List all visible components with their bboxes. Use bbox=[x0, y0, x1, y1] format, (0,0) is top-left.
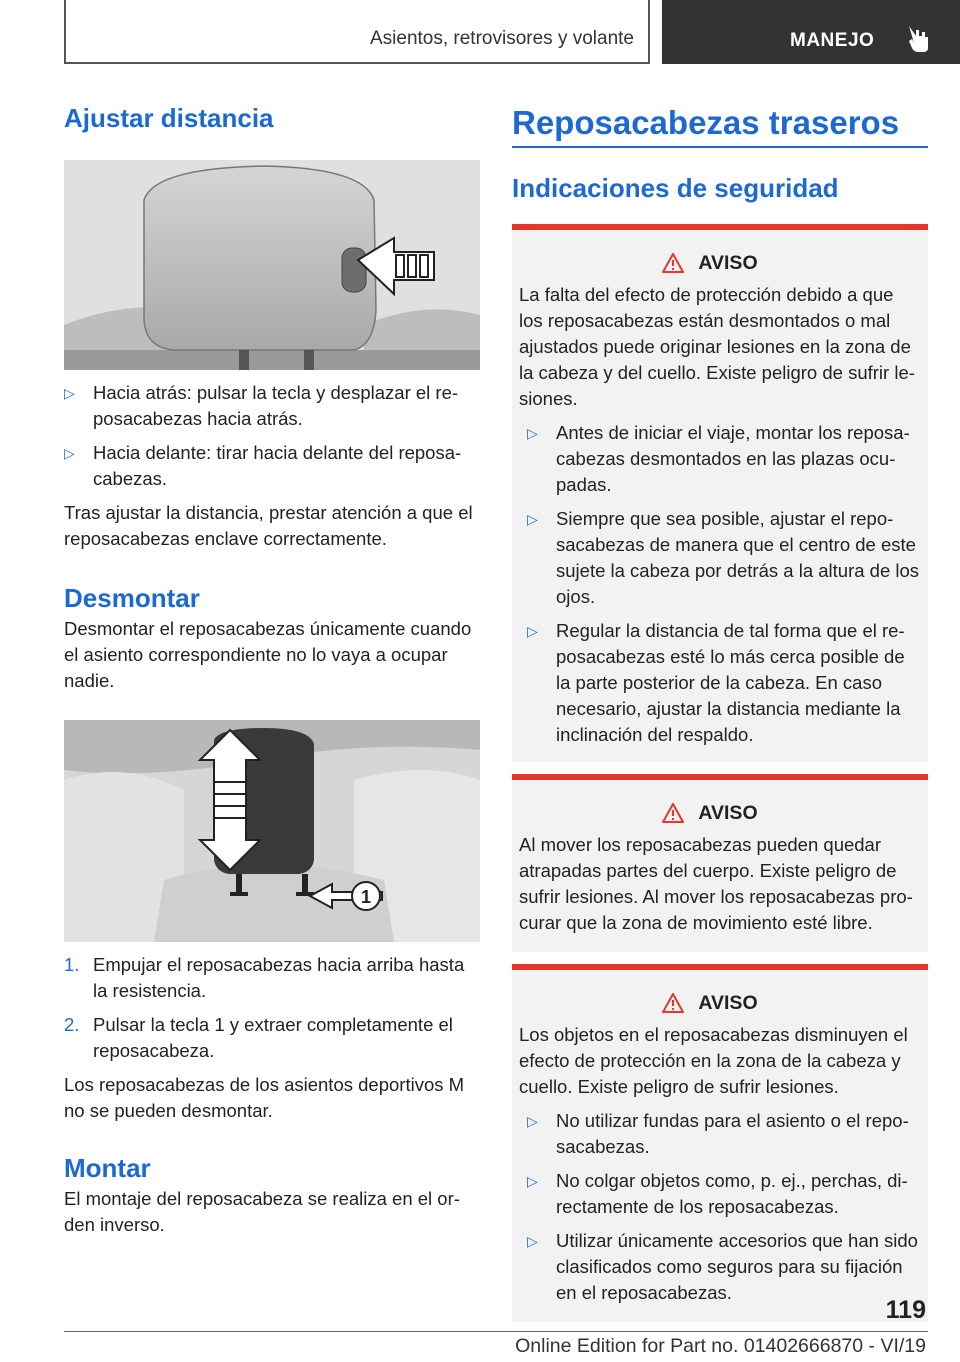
bullet-triangle-icon: ▷ bbox=[527, 1233, 538, 1249]
headrest-distance-illustration bbox=[64, 160, 480, 370]
header-chapter-tab[interactable] bbox=[662, 0, 960, 64]
footer-rule bbox=[64, 1331, 928, 1332]
bullet-triangle-icon: ▷ bbox=[527, 1113, 538, 1129]
header-section-title: Asientos, retrovisores y volante bbox=[369, 28, 634, 49]
heading-underline bbox=[512, 146, 928, 148]
callout-1-label: 1 bbox=[361, 887, 372, 907]
warning-header bbox=[519, 800, 921, 826]
bullet-triangle-icon: ▷ bbox=[527, 623, 538, 639]
heading-rear-headrests: Reposacabezas traseros bbox=[512, 104, 900, 141]
right-column bbox=[512, 100, 928, 1322]
warning-bullet-item: ▷ Siempre que sea posible, ajustar el reposacabezas de manera que el centro de este sujete la cabeza por detrás a la altura de los ojos. bbox=[527, 508, 920, 607]
warning-header bbox=[519, 990, 921, 1016]
distance-bullet-list bbox=[64, 380, 480, 492]
heading-safety-notes: Indicaciones de seguridad bbox=[512, 173, 839, 203]
remove-paragraph: Desmontar el reposacabezas únicamente cuando el asiento correspondiente no lo vaya a ocupar nadie. bbox=[64, 618, 472, 691]
warning-text: Los objetos en el reposacabezas disminuyen el efecto de protección en la zona de la cabeza y cuello. Existe peligro de sufrir lesiones. bbox=[519, 1024, 908, 1097]
distance-paragraph: Tras ajustar la distancia, prestar atención a que el reposacabezas enclave correctamente. bbox=[64, 502, 473, 549]
left-column bbox=[64, 100, 480, 1238]
remove-step-item: 2. Pulsar la tecla 1 y extraer completamente el reposacabeza. bbox=[64, 1014, 453, 1061]
warning-bullet-list bbox=[527, 1108, 921, 1306]
headrest-remove-illustration bbox=[64, 720, 480, 942]
page-number: 119 bbox=[885, 1296, 926, 1324]
warning-label: AVISO bbox=[698, 252, 758, 274]
remove-step-item: 1. Empujar el reposacabezas hacia arriba hasta la resistencia. bbox=[64, 954, 465, 1001]
bullet-triangle-icon: ▷ bbox=[64, 445, 75, 461]
distance-bullet-item: ▷ Hacia delante: tirar hacia delante del reposacabezas. bbox=[64, 442, 462, 489]
warning-triangle-icon bbox=[662, 803, 684, 823]
warning-bullet-list bbox=[527, 420, 921, 748]
bullet-triangle-icon: ▷ bbox=[527, 511, 538, 527]
heading-remove: Desmontar bbox=[64, 583, 200, 613]
warning-label: AVISO bbox=[698, 992, 758, 1014]
heading-adjust-distance: Ajustar distancia bbox=[64, 103, 274, 133]
remove-steps-list bbox=[64, 952, 480, 1064]
remove-note: Los reposacabezas de los asientos deportivos M no se pueden desmontar. bbox=[64, 1074, 465, 1121]
warning-bullet-item: ▷ Utilizar únicamente accesorios que han sido clasificados como seguros para su fijación en el reposacabezas. bbox=[527, 1230, 918, 1303]
warning-header bbox=[519, 250, 921, 276]
figure-headrest-distance bbox=[64, 160, 480, 370]
warning-bullet-item: ▷ No utilizar fundas para el asiento o el reposacabezas. bbox=[527, 1110, 909, 1157]
warning-label: AVISO bbox=[698, 802, 758, 824]
mount-paragraph: El montaje del reposacabeza se realiza en el orden inverso. bbox=[64, 1188, 460, 1235]
heading-mount: Montar bbox=[64, 1153, 151, 1183]
warning-text: Al mover los reposacabezas pueden quedar atrapadas partes del cuerpo. Existe peligro de sufrir lesiones. Al mover los reposacabezas procurar que la zona de movimiento esté libre. bbox=[519, 834, 913, 933]
header-section-box bbox=[64, 0, 650, 64]
footer-edition: Online Edition for Part no. 01402666870 - VI/19 bbox=[515, 1335, 926, 1357]
warning-bullet-item: ▷ No colgar objetos como, p. ej., perchas, directamente de los reposacabezas. bbox=[527, 1170, 908, 1217]
header-chapter-label: MANEJO bbox=[790, 30, 875, 51]
bullet-triangle-icon: ▷ bbox=[64, 385, 75, 401]
distance-bullet-item: ▷ Hacia atrás: pulsar la tecla y desplazar el reposacabezas hacia atrás. bbox=[64, 382, 459, 429]
warning-bullet-item: ▷ Antes de iniciar el viaje, montar los reposacabezas desmontados en las plazas ocupadas. bbox=[527, 422, 910, 495]
figure-headrest-remove bbox=[64, 720, 480, 942]
warning-box-3 bbox=[512, 964, 928, 1322]
bullet-triangle-icon: ▷ bbox=[527, 425, 538, 441]
warning-triangle-icon bbox=[662, 253, 684, 273]
warning-triangle-icon bbox=[662, 993, 684, 1013]
warning-text: La falta del efecto de protección debido a que los reposacabezas están desmontados o mal ajustados puede originar lesiones en la zona de la cabeza y del cuello. Existe peligro de sufrir lesiones. bbox=[519, 284, 915, 409]
bullet-triangle-icon: ▷ bbox=[527, 1173, 538, 1189]
warning-box-1 bbox=[512, 224, 928, 762]
warning-box-2 bbox=[512, 774, 928, 952]
hand-pointer-icon bbox=[906, 24, 932, 54]
warning-bullet-item: ▷ Regular la distancia de tal forma que el reposacabezas esté lo más cerca posible de la parte posterior de la cabeza. En caso necesario, ajustar la distancia mediante la inclinación del respaldo. bbox=[527, 620, 905, 745]
